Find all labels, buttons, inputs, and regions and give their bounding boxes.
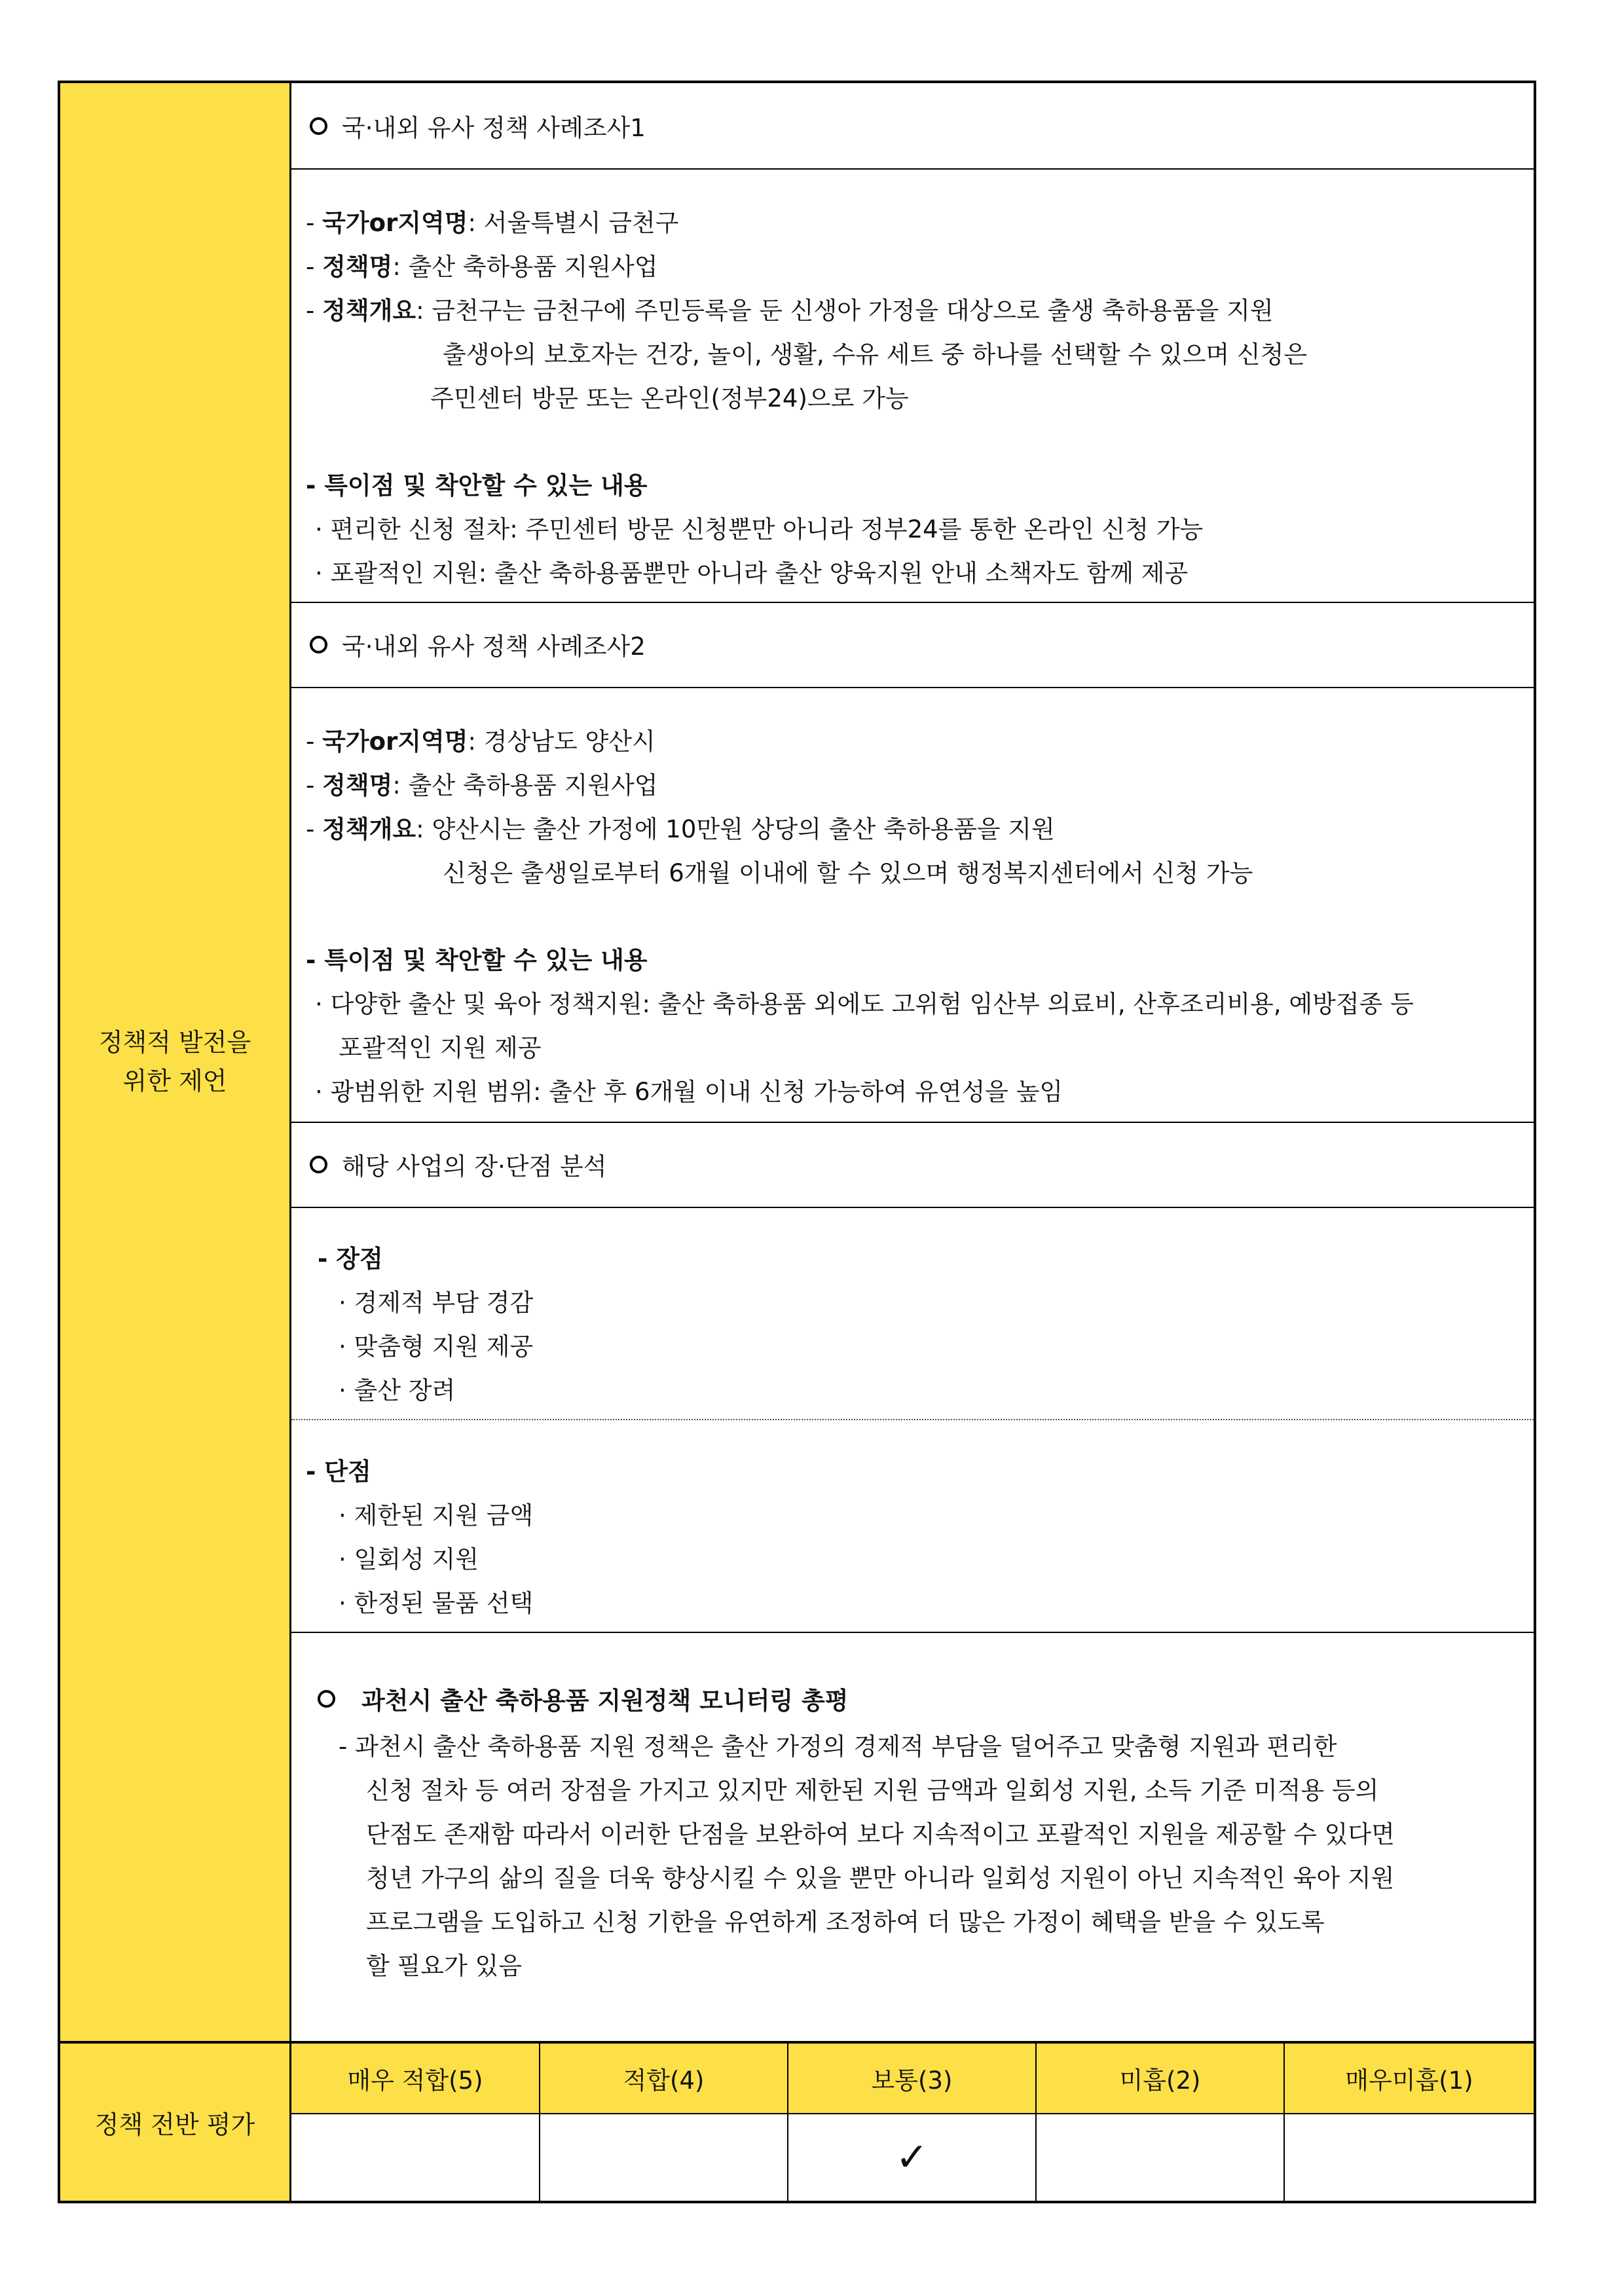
summary-line: 청년 가구의 삶의 질을 더욱 향상시킬 수 있을 뿐만 아니라 일회성 지원이 아닌 지속적인 육아 지원 — [366, 1864, 1395, 1892]
case1-features-label: - 특이점 및 착안할 수 있는 내용 — [306, 471, 648, 500]
field-label: 정책개요 — [322, 297, 416, 325]
case1-overview-line2: 출생아의 보호자는 건강, 놀이, 생활, 수유 세트 중 하나를 선택할 수 있으며 신청은 — [443, 340, 1308, 369]
summary-line: 프로그램을 도입하고 신청 기한을 유연하게 조정하여 더 많은 가정이 혜택을 받을 수 있도록 — [366, 1908, 1325, 1936]
rating-option-suitable: 적합(4) — [540, 2044, 788, 2113]
case2-feature: · 다양한 출산 및 육아 정책지원: 출산 축하용품 외에도 고위험 임산부 의료비, 산후조리비용, 예방접종 등 — [315, 990, 1414, 1018]
summary-heading: 과천시 출산 축하용품 지원정책 모니터링 총평 — [361, 1687, 849, 1715]
circle-bullet-icon — [310, 117, 327, 135]
pros-label: - 장점 — [318, 1245, 383, 1273]
rating-cell[interactable] — [1285, 2114, 1534, 2201]
rating-option-average: 보통(3) — [788, 2044, 1037, 2113]
evaluation-label-cell — [60, 2044, 291, 2201]
field-value: : 출산 축하용품 지원사업 — [392, 253, 658, 281]
case2-feature-cont: 포괄적인 지원 제공 — [339, 1034, 542, 1062]
rating-cell[interactable] — [540, 2114, 788, 2201]
rating-option-very-insufficient: 매우미흡(1) — [1345, 2066, 1473, 2095]
field-label: 정책개요 — [322, 815, 416, 843]
rating-cell-selected[interactable] — [788, 2114, 1037, 2201]
cons-label: - 단점 — [306, 1458, 371, 1486]
section-label-column — [60, 83, 291, 2041]
section-label-line: 위한 제언 — [122, 1067, 227, 1095]
circle-bullet-icon — [318, 1690, 335, 1708]
case2-overview: - 정책개요: 양산시는 출산 가정에 10만원 상당의 출산 축하용품을 지원 — [306, 815, 1055, 843]
summary-line: - 과천시 출산 축하용품 지원 정책은 출산 가정의 경제적 부담을 덜어주고 맞춤형 지원과 편리한 — [339, 1733, 1337, 1761]
case2-name: - 정책명: 출산 축하용품 지원사업 — [306, 771, 658, 799]
divider — [291, 1632, 1534, 1633]
circle-bullet-icon — [310, 1156, 327, 1173]
evaluation-header-row — [291, 2044, 1534, 2114]
case1-region: - 국가or지역명: 서울특별시 금천구 — [306, 209, 679, 237]
proposal-content — [291, 83, 1534, 2041]
divider — [291, 1207, 1534, 1208]
field-label: 정책명 — [322, 771, 393, 799]
check-mark-icon: ✓ — [895, 2135, 929, 2180]
field-label: 국가or지역명 — [322, 727, 468, 756]
divider — [291, 168, 1534, 170]
rating-cell[interactable] — [291, 2114, 540, 2201]
evaluation-check-row — [291, 2114, 1534, 2201]
case1-feature: · 편리한 신청 절차: 주민센터 방문 신청뿐만 아니라 정부24를 통한 온라인 신청 가능 — [315, 515, 1204, 543]
dotted-divider — [291, 1419, 1534, 1420]
field-label: 정책명 — [322, 253, 393, 281]
field-value: : 양산시는 출산 가정에 10만원 상당의 출산 축하용품을 지원 — [416, 815, 1055, 843]
field-value: : 출산 축하용품 지원사업 — [392, 771, 658, 799]
pros-item: · 출산 장려 — [339, 1376, 456, 1405]
cons-item: · 한정된 물품 선택 — [339, 1589, 534, 1617]
rating-option-very-suitable: 매우 적합(5) — [291, 2044, 540, 2113]
cons-item: · 제한된 지원 금액 — [339, 1501, 534, 1530]
case2-heading-row — [291, 602, 1534, 687]
case1-heading-row — [291, 83, 1534, 168]
section-label-proposals — [77, 1023, 273, 1101]
evaluation-grid — [291, 2044, 1534, 2201]
case2-feature: · 광범위한 지원 범위: 출산 후 6개월 이내 신청 가능하여 유연성을 높임 — [315, 1078, 1063, 1106]
evaluation-label: 정책 전반 평가 — [94, 2110, 255, 2139]
case2-features-label: - 특이점 및 착안할 수 있는 내용 — [306, 946, 648, 974]
policy-evaluation-sheet — [58, 81, 1536, 2203]
case1-heading: 국·내외 유사 정책 사례조사1 — [342, 114, 646, 142]
case1-name: - 정책명: 출산 축하용품 지원사업 — [306, 253, 658, 281]
section-label-line: 정책적 발전을 — [98, 1028, 251, 1057]
pros-item: · 경제적 부담 경감 — [339, 1289, 534, 1317]
case1-overview-line3: 주민센터 방문 또는 온라인(정부24)으로 가능 — [430, 384, 909, 413]
cons-item: · 일회성 지원 — [339, 1545, 479, 1573]
summary-line: 단점도 존재함 따라서 이러한 단점을 보완하여 보다 지속적이고 포괄적인 지원을 제공할 수 있다면 — [366, 1820, 1395, 1848]
field-value: : 금천구는 금천구에 주민등록을 둔 신생아 가정을 대상으로 출생 축하용품을 지원 — [416, 297, 1274, 325]
summary-line: 신청 절차 등 여러 장점을 가지고 있지만 제한된 지원 금액과 일회성 지원, 소득 기준 미적용 등의 — [366, 1776, 1379, 1805]
case2-region: - 국가or지역명: 경상남도 양산시 — [306, 727, 655, 756]
circle-bullet-icon — [310, 636, 327, 653]
rating-cell[interactable] — [1037, 2114, 1285, 2201]
summary-line: 할 필요가 있음 — [366, 1952, 522, 1980]
case2-overview-line2: 신청은 출생일로부터 6개월 이내에 할 수 있으며 행정복지센터에서 신청 가능 — [443, 859, 1253, 887]
field-label: 국가or지역명 — [322, 209, 468, 237]
analysis-heading: 해당 사업의 장·단점 분석 — [342, 1152, 607, 1181]
field-value: : 서울특별시 금천구 — [468, 209, 679, 237]
analysis-heading-row — [291, 1122, 1534, 1207]
field-value: : 경상남도 양산시 — [468, 727, 655, 756]
rating-option-insufficient: 미흡(2) — [1037, 2044, 1285, 2113]
case1-feature: · 포괄적인 지원: 출산 축하용품뿐만 아니라 출산 양육지원 안내 소책자도 함께 제공 — [315, 559, 1189, 587]
divider — [291, 687, 1534, 688]
summary-heading-row — [318, 1681, 849, 1716]
case1-overview: - 정책개요: 금천구는 금천구에 주민등록을 둔 신생아 가정을 대상으로 출생 축하용품을 지원 — [306, 297, 1274, 325]
case2-heading: 국·내외 유사 정책 사례조사2 — [342, 633, 646, 661]
pros-item: · 맞춤형 지원 제공 — [339, 1332, 534, 1361]
